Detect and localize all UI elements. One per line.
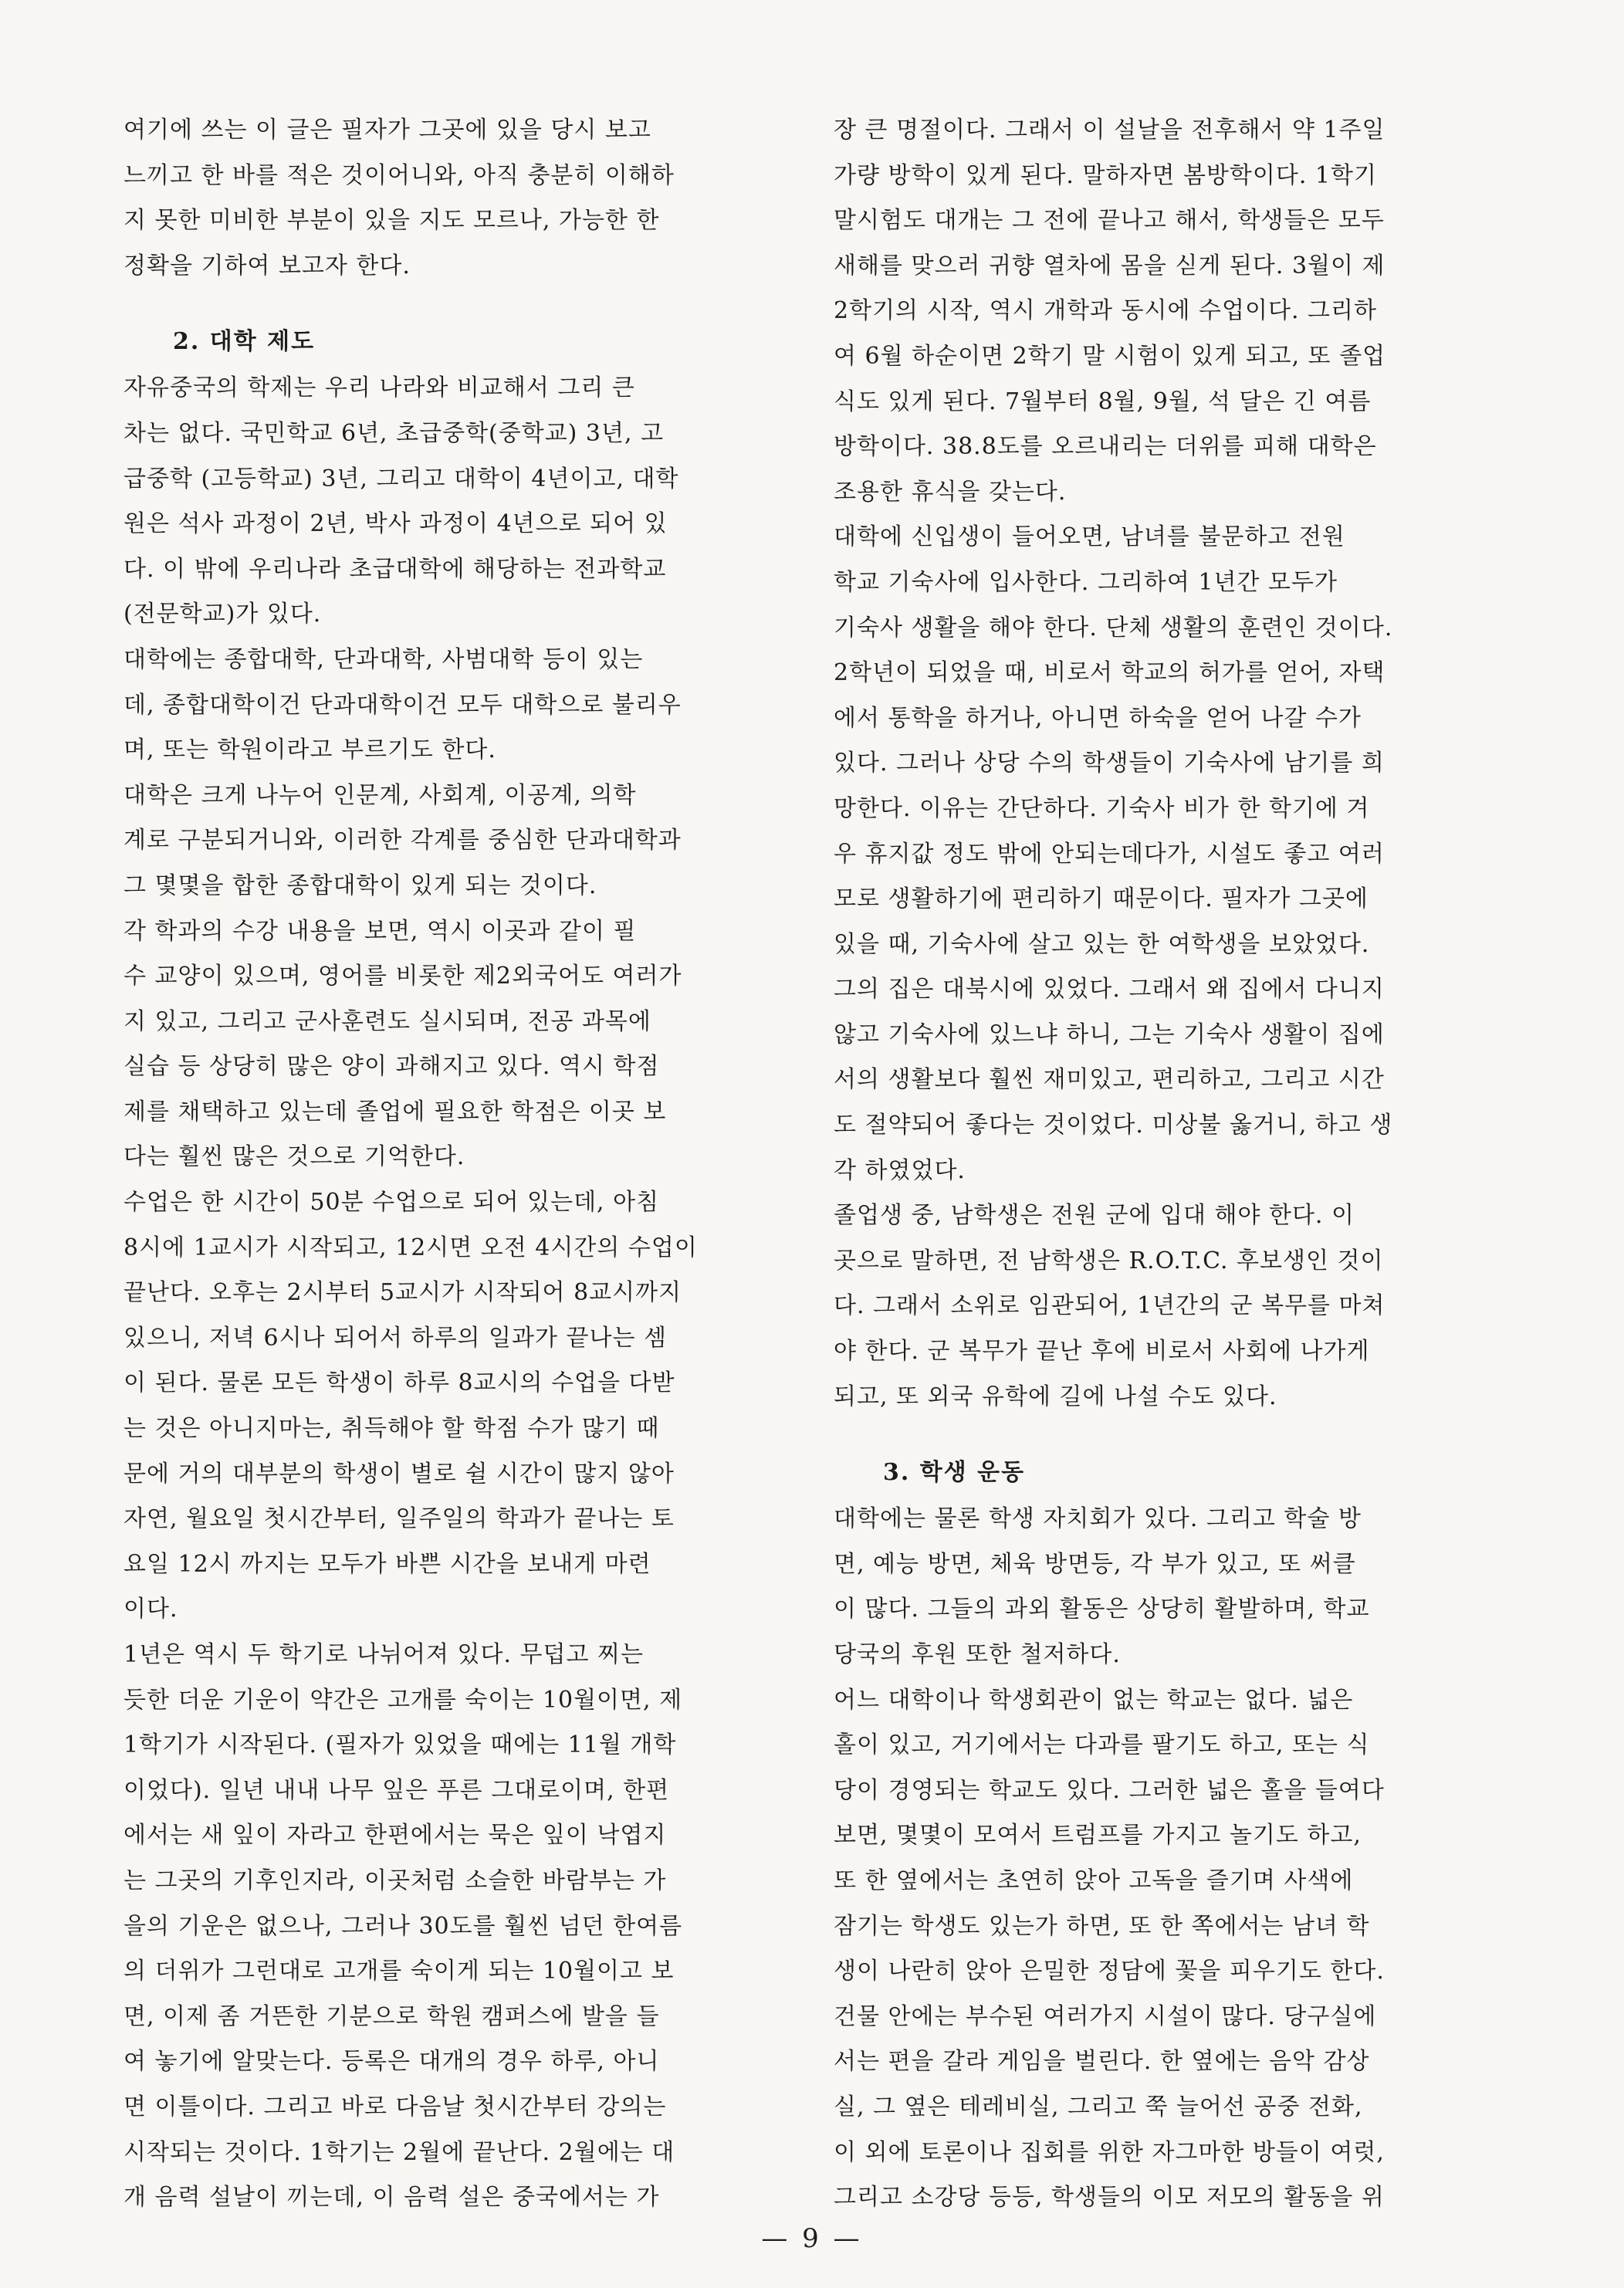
text-line: 계로 구분되거니와, 이러한 각계를 중심한 단과대학과 (123, 827, 682, 855)
text-line: 이 많다. 그들의 과외 활동은 상당히 활발하며, 학교 (834, 1596, 1370, 1623)
text-line: 문에 거의 대부분의 학생이 별로 쉴 시간이 많지 않아 (123, 1460, 675, 1488)
text-line: 또 한 옆에서는 초연히 앉아 고독을 즐기며 사색에 (834, 1867, 1354, 1894)
text-line: 방학이다. 38.8도를 오르내리는 더위를 피해 대학은 (834, 433, 1377, 461)
text-line: 가량 방학이 있게 된다. 말하자면 봄방학이다. 1학기 (834, 161, 1377, 189)
text-line: 홀이 있고, 거기에서는 다과를 팔기도 하고, 또는 식 (834, 1731, 1370, 1759)
text-line: 지 못한 미비한 부분이 있을 지도 모르나, 가능한 한 (123, 207, 660, 235)
text-line: 서는 편을 갈라 게임을 벌린다. 한 옆에는 음악 감상 (834, 2048, 1370, 2076)
text-line: 그리고 소강당 등등, 학생들의 이모 저모의 활동을 위 (834, 2184, 1385, 2212)
text-line: 2학년이 되었을 때, 비로서 학교의 허가를 얻어, 자택 (834, 659, 1385, 687)
text-line: 각 하였었다. (834, 1156, 966, 1184)
section-body-student-activities (834, 1497, 1521, 2221)
text-line: 다는 훨씬 많은 것으로 기억한다. (123, 1143, 465, 1171)
text-line: 그의 집은 대북시에 있었다. 그래서 왜 집에서 다니지 (834, 976, 1385, 1004)
text-line: 잠기는 학생도 있는가 하면, 또 한 쪽에서는 남녀 학 (834, 1912, 1370, 1940)
text-line: 수 교양이 있으며, 영어를 비롯한 제2외국어도 여러가 (123, 963, 682, 990)
text-line: 있을 때, 기숙사에 살고 있는 한 여학생을 보았었다. (834, 930, 1370, 958)
text-line: 1학기가 시작된다. (필자가 있었을 때에는 11월 개학 (123, 1731, 677, 1759)
text-line: 요일 12시 까지는 모두가 바쁜 시간을 보내게 마련 (123, 1550, 651, 1578)
text-line: 면, 이제 좀 거뜬한 기분으로 학원 캠퍼스에 발을 들 (123, 2002, 660, 2030)
text-line: 여기에 쓰는 이 글은 필자가 그곳에 있을 당시 보고 (123, 117, 651, 144)
section-heading-student-activities: 3. 학생 운동 (883, 1459, 1026, 1487)
text-line: 서의 생활보다 훨씬 재미있고, 편리하고, 그리고 시간 (834, 1066, 1385, 1094)
text-line: 을의 기운은 없으나, 그러나 30도를 훨씬 넘던 한여름 (123, 1912, 683, 1940)
text-line: 에서는 새 잎이 자라고 한편에서는 묵은 잎이 낙엽지 (123, 1822, 667, 1850)
text-line: 실, 그 옆은 테레비실, 그리고 쭉 늘어선 공중 전화, (834, 2093, 1363, 2120)
text-line: 제를 채택하고 있는데 졸업에 필요한 학점은 이곳 보 (123, 1098, 667, 1125)
text-line: 정확을 기하여 보고자 한다. (123, 252, 411, 279)
text-line: 우 휴지값 정도 밖에 안되는데다가, 시설도 좋고 여러 (834, 840, 1385, 868)
section-body-university-system (123, 366, 810, 2220)
text-line: 조용한 휴식을 갖는다. (834, 478, 1067, 506)
text-line: 대학에는 물론 학생 자치회가 있다. 그리고 학술 방 (834, 1505, 1362, 1533)
text-line: 자연, 월요일 첫시간부터, 일주일의 학과가 끝나는 토 (123, 1505, 675, 1533)
text-line: 있으니, 저녁 6시나 되어서 하루의 일과가 끝나는 셈 (123, 1324, 667, 1352)
section-heading-university-system: 2. 대학 제도 (173, 328, 316, 356)
text-line: 여 놓기에 알맞는다. 등록은 대개의 경우 하루, 아니 (123, 2048, 660, 2076)
text-line: 있다. 그러나 상당 수의 학생들이 기숙사에 남기를 희 (834, 750, 1385, 777)
text-line: 다. 그래서 소위로 임관되어, 1년간의 군 복무를 마쳐 (834, 1292, 1385, 1320)
section-body-university-system-continued (834, 108, 1521, 1420)
text-line: 다. 이 밖에 우리나라 초급대학에 해당하는 전과학교 (123, 555, 667, 583)
text-line: 며, 또는 학원이라고 부르기도 한다. (123, 736, 496, 764)
page-number: — 9 — (761, 2223, 863, 2254)
text-line: 개 음력 설날이 끼는데, 이 음력 설은 중국에서는 가 (123, 2184, 660, 2212)
text-line: 식도 있게 된다. 7월부터 8월, 9월, 석 달은 긴 여름 (834, 388, 1372, 415)
text-line: 당이 경영되는 학교도 있다. 그러한 넓은 홀을 들여다 (834, 1776, 1385, 1804)
text-line: 말시험도 대개는 그 전에 끝나고 해서, 학생들은 모두 (834, 207, 1385, 235)
text-line: 시작되는 것이다. 1학기는 2월에 끝난다. 2월에는 대 (123, 2138, 675, 2166)
text-line: 학교 기숙사에 입사한다. 그리하여 1년간 모두가 (834, 568, 1338, 596)
text-line: 도 절약되어 좋다는 것이었다. 미상불 옳거니, 하고 생 (834, 1112, 1393, 1139)
text-line: 대학은 크게 나누어 인문계, 사회계, 이공계, 의학 (123, 781, 637, 809)
text-line: 곳으로 말하면, 전 남학생은 R.O.T.C. 후보생인 것이 (834, 1247, 1384, 1274)
text-line: 수업은 한 시간이 50분 수업으로 되어 있는데, 아침 (123, 1189, 660, 1217)
text-line: 듯한 더운 기운이 약간은 고개를 숙이는 10월이면, 제 (123, 1686, 683, 1714)
text-line: 새해를 맞으러 귀향 열차에 몸을 싣게 된다. 3월이 제 (834, 252, 1385, 279)
text-line: 그 몇몇을 합한 종합대학이 있게 되는 것이다. (123, 872, 597, 899)
text-line: 당국의 후원 또한 철저하다. (834, 1641, 1121, 1668)
text-line: 이 된다. 물론 모든 학생이 하루 8교시의 수업을 다받 (123, 1369, 675, 1397)
text-line: 이다. (123, 1596, 178, 1623)
text-line: 장 큰 명절이다. 그래서 이 설날을 전후해서 약 1주일 (834, 117, 1385, 144)
text-line: 야 한다. 군 복무가 끝난 후에 비로서 사회에 나가게 (834, 1338, 1370, 1366)
text-line: 느끼고 한 바를 적은 것이어니와, 아직 충분히 이해하 (123, 161, 675, 189)
text-line: 대학에는 종합대학, 단과대학, 사범대학 등이 있는 (123, 645, 644, 673)
text-line: 차는 없다. 국민학교 6년, 초급중학(중학교) 3년, 고 (123, 419, 665, 447)
text-line: 지 있고, 그리고 군사훈련도 실시되며, 전공 과목에 (123, 1007, 651, 1035)
text-line: 1년은 역시 두 학기로 나뉘어져 있다. 무덥고 찌는 (123, 1641, 644, 1668)
text-line: 의 더위가 그런대로 고개를 숙이게 되는 10월이고 보 (123, 1958, 675, 1985)
text-line: 어느 대학이나 학생회관이 없는 학교는 없다. 넓은 (834, 1686, 1354, 1714)
text-line: 보면, 몇몇이 모여서 트럼프를 가지고 놀기도 하고, (834, 1822, 1362, 1850)
text-line: 급중학 (고등학교) 3년, 그리고 대학이 4년이고, 대학 (123, 465, 679, 492)
left-column (123, 108, 810, 2221)
text-line: 대학에 신입생이 들어오면, 남녀를 불문하고 전원 (834, 523, 1345, 551)
text-line: 건물 안에는 부수된 여러가지 시설이 많다. 당구실에 (834, 2002, 1377, 2030)
text-line: 각 학과의 수강 내용을 보면, 역시 이곳과 같이 필 (123, 917, 637, 945)
text-line: 자유중국의 학제는 우리 나라와 비교해서 그리 큰 (123, 374, 635, 402)
text-line: (전문학교)가 있다. (123, 601, 322, 628)
text-line: 데, 종합대학이건 단과대학이건 모두 대학으로 불리우 (123, 691, 682, 719)
text-line: 실습 등 상당히 많은 양이 과해지고 있다. 역시 학점 (123, 1053, 660, 1081)
right-column (834, 108, 1521, 2221)
text-line: 모로 생활하기에 편리하기 때문이다. 필자가 그곳에 (834, 885, 1369, 913)
text-line: 여 6월 하순이면 2학기 말 시험이 있게 되고, 또 졸업 (834, 342, 1386, 370)
text-line: 면 이틀이다. 그리고 바로 다음날 첫시간부터 강의는 (123, 2093, 667, 2120)
text-line: 망한다. 이유는 간단하다. 기숙사 비가 한 학기에 겨 (834, 794, 1370, 822)
intro-paragraph (123, 108, 810, 289)
text-line: 8시에 1교시가 시작되고, 12시면 오전 4시간의 수업이 (123, 1234, 698, 1261)
text-line: 는 그곳의 기후인지라, 이곳처럼 소슬한 바람부는 가 (123, 1867, 667, 1894)
text-line: 면, 예능 방면, 체육 방면등, 각 부가 있고, 또 써클 (834, 1550, 1356, 1578)
text-line: 않고 기숙사에 있느냐 하니, 그는 기숙사 생활이 집에 (834, 1020, 1385, 1048)
text-line: 이었다). 일년 내내 나무 잎은 푸른 그대로이며, 한편 (123, 1776, 670, 1804)
text-line: 졸업생 중, 남학생은 전원 군에 입대 해야 한다. 이 (834, 1202, 1355, 1230)
text-line: 되고, 또 외국 유학에 길에 나설 수도 있다. (834, 1383, 1277, 1410)
text-line: 원은 석사 과정이 2년, 박사 과정이 4년으로 되어 있 (123, 510, 668, 538)
text-line: 는 것은 아니지마는, 취득해야 할 학점 수가 많기 때 (123, 1415, 660, 1443)
text-line: 생이 나란히 앉아 은밀한 정담에 꽃을 피우기도 한다. (834, 1958, 1385, 1985)
text-line: 기숙사 생활을 해야 한다. 단체 생활의 훈련인 것이다. (834, 614, 1393, 641)
text-line: 이 외에 토론이나 집회를 위한 자그마한 방들이 여럿, (834, 2138, 1385, 2166)
text-line: 에서 통학을 하거나, 아니면 하숙을 얻어 나갈 수가 (834, 704, 1362, 732)
text-line: 2학기의 시작, 역시 개학과 동시에 수업이다. 그리하 (834, 297, 1377, 325)
text-line: 끝난다. 오후는 2시부터 5교시가 시작되어 8교시까지 (123, 1279, 682, 1307)
